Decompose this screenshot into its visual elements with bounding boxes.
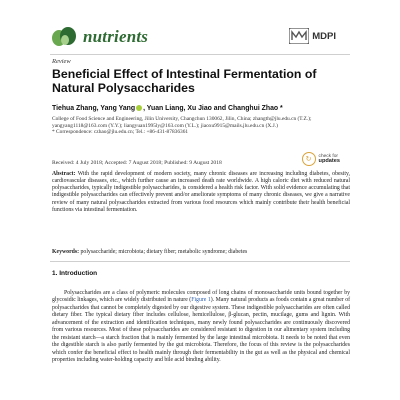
author-list (52, 105, 283, 112)
section-divider (50, 261, 350, 262)
author-names-part1: Tiehua Zhang, Yang Yang (52, 105, 136, 112)
abstract (52, 171, 350, 214)
publication-dates: Received: 4 July 2018; Accepted: 7 August 2018; Published: 9 August 2018 (52, 160, 222, 166)
check-for-updates-line2: updates (318, 158, 340, 164)
keywords (52, 249, 350, 256)
check-for-updates-line1: check for (318, 153, 339, 159)
orcid-icon[interactable] (136, 105, 142, 111)
publisher-name: MDPI (312, 30, 336, 42)
nutrients-logo-icon (50, 26, 78, 48)
article-title: Beneficial Effect of Intestinal Fermentation of Natural Polysaccharides (52, 67, 317, 95)
intro-text-before-link: Polysaccharides are a class of polymeric molecules composed of long chains of monosaccharide units bound together by glycosidic linkages, which are widely distributed in nature ( (52, 290, 350, 304)
affiliations (52, 116, 352, 136)
check-for-updates-button[interactable] (302, 152, 340, 166)
mdpi-logo-icon (289, 28, 309, 44)
publisher-logo (289, 28, 336, 44)
intro-text-after-link: ). Many natural products as foods contain a great number of polysaccharides that cannot be completely digested by our digestive system. These indigestible polysaccharides are often called dietary fiber. The typical dietary fiber includes cellulose, hemicellulose, β-glucan, pectin, mucilage, gums and lignin. With advancement of the extraction and identification techniques, many newly found polysaccharides are continuously discovered from various resources. Most of these polysaccharides are considered resistant to digestion in our alimentary system including the resistant starch—a starch fraction that is mainly fermented by the large intestinal microbiota. It needs to be noted that even the digestible starch is also partly fermented by the gut microbiota. Therefore, the focus of this review is the polysaccharides which confer the beneficial effect to health mainly through their fermentability in the gut as well as the physical and chemical properties including water-holding capacity and bile acid binding ability. (52, 297, 351, 364)
article-type: Review (52, 58, 71, 65)
header-divider (50, 54, 350, 55)
figure-1-link[interactable]: Figure 1 (191, 297, 211, 304)
refresh-icon: ↻ (302, 152, 316, 166)
journal-name: nutrients (83, 27, 149, 46)
correspondence-text: * Correspondence: czhao@jlu.edu.cn; Tel.: +86-431-87836361 (52, 129, 189, 136)
keywords-text: polysaccharide; microbiota; dietary fiber; metabolic syndrome; diabetes (80, 249, 248, 255)
keywords-label: Keywords: (52, 249, 80, 255)
abstract-text: With the rapid development of modern society, many chronic diseases are increasing including diabetes, obesity, cardiovascular diseases, etc., which further cause an increased death rate worldwide. A high caloric diet with reduced natural polysaccharides, typically indigestible polysaccharides, is considered a health risk factor. With solid evidence accumulating that indigestible polysaccharides can effectively prevent and/or ameliorate symptoms of many chronic diseases, we give a narrative review of many natural polysaccharides extracted from various food resources which mainly contribute their health beneficial functions via intestinal fermentation. (52, 171, 350, 213)
introduction-paragraph (52, 290, 350, 365)
check-for-updates-label (319, 154, 340, 165)
abstract-label: Abstract: (52, 171, 76, 177)
section-heading: 1. Introduction (52, 270, 98, 277)
affiliation-text: College of Food Science and Engineering, Jilin University, Changchun 130062, Jilin, China; zhangth@jlu.edu.cn (T.Z.); yangyang1118@163.com (Y.Y.); liangyuan1995ly@163.com (Y.L.); jiaoxu9915@mails.jlu.edu.cn (X.J.) (52, 116, 312, 129)
author-names-part2: , Yuan Liang, Xu Jiao and Changhui Zhao * (143, 105, 283, 112)
journal-header (50, 26, 148, 48)
